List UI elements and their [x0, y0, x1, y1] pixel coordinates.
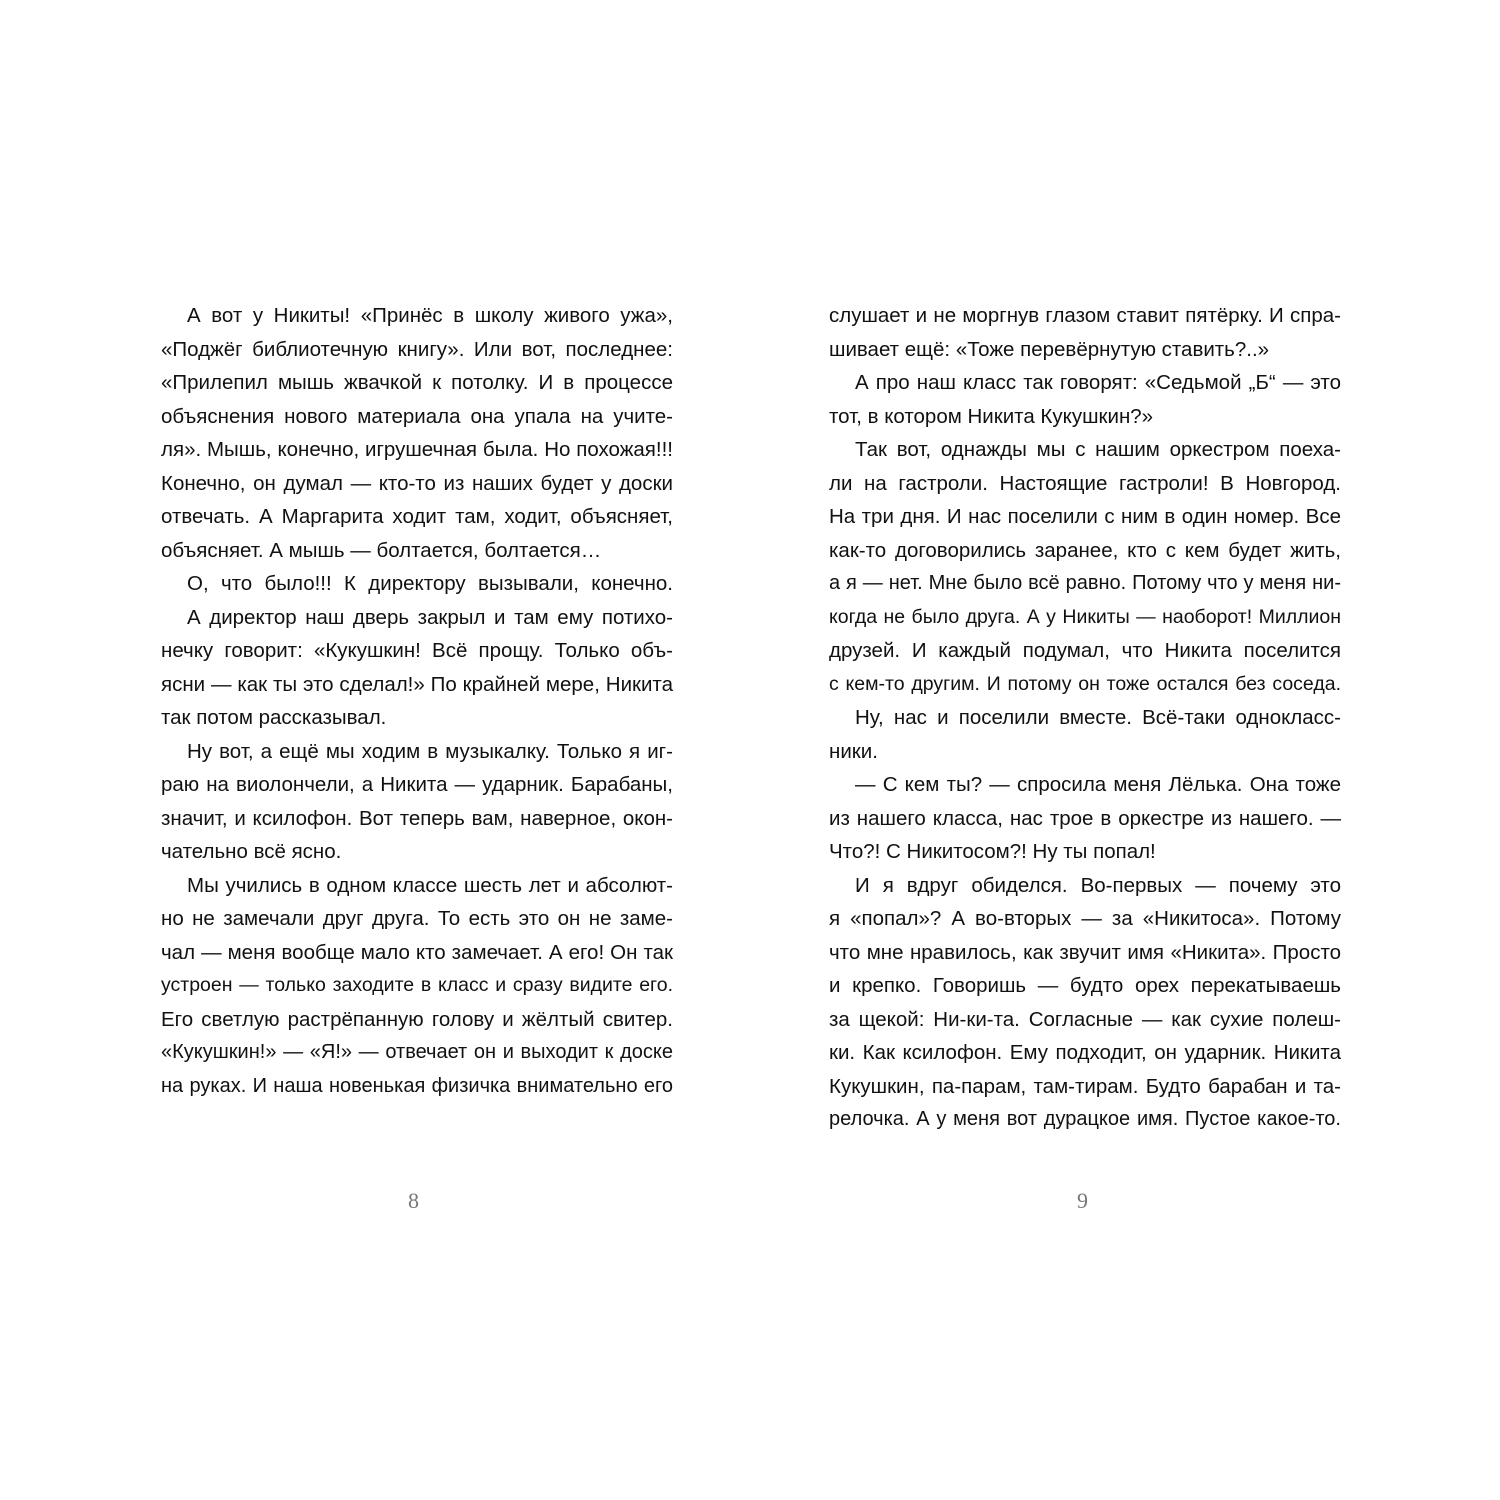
- text-line: На три дня. И нас поселили с ним в один номер. Все: [829, 505, 1341, 528]
- text-line: я «попал»? А во-вторых — за «Никитоса». Потому: [829, 907, 1341, 930]
- text-line: — С кем ты? — спросила меня Лёлька. Она тоже: [855, 773, 1341, 796]
- page-number-right: 9: [1077, 1188, 1088, 1213]
- text-line: раю на виолончели, а Никита — ударник. Барабаны,: [161, 773, 673, 796]
- text-line: Так вот, однажды мы с нашим оркестром поеха-: [855, 438, 1341, 461]
- text-line: так потом рассказывал.: [161, 706, 387, 729]
- text-line: Кукушкин, па-парам, там-тирам. Будто барабан и та-: [829, 1074, 1341, 1098]
- text-line: Что?! С Никитосом?! Ну ты попал!: [829, 840, 1156, 863]
- text-line: релочка. А у меня вот дурацкое имя. Пустое какое-то.: [829, 1108, 1341, 1130]
- text-line: как-то договорились заранее, кто с кем будет жить,: [829, 538, 1341, 562]
- text-line: ники.: [829, 739, 878, 763]
- text-line: «Поджёг библиотечную книгу». Или вот, последнее:: [161, 337, 673, 361]
- text-line: за щекой: Ни-ки-та. Согласные — как сухие полеш-: [829, 1007, 1341, 1031]
- text-line: из нашего класса, нас трое в оркестре из нашего. —: [829, 806, 1341, 830]
- text-line: А вот у Никиты! «Принёс в школу живого ужа»,: [187, 304, 673, 327]
- text-line: чал — меня вообще мало кто замечает. А его! Он так: [161, 940, 673, 964]
- text-line: а я — нет. Мне было всё равно. Потому что у меня ни-: [829, 572, 1341, 594]
- text-line: И я вдруг обиделся. Во-первых — почему это: [855, 873, 1341, 897]
- text-line: объясняет. А мышь — болтается, болтается…: [161, 538, 602, 562]
- text-line: что мне нравилось, как звучит имя «Никита». Просто: [829, 940, 1341, 964]
- text-line: ясни — как ты это сделал!» По крайней мере, Никита: [161, 672, 673, 696]
- text-line: на руках. И наша новенькая физичка внимательно его: [161, 1074, 673, 1097]
- text-line: А директор наш дверь закрыл и там ему потихо-: [187, 605, 673, 629]
- text-line: Конечно, он думал — кто-то из наших будет у доски: [161, 471, 673, 495]
- text-line: значит, и ксилофон. Вот теперь вам, наверное, окон-: [161, 806, 673, 830]
- text-line: и крепко. Говоришь — будто орех перекатываешь: [829, 974, 1341, 997]
- text-line: ки. Как ксилофон. Ему подходит, он ударник. Никита: [829, 1041, 1341, 1064]
- text-line: чательно всё ясно.: [161, 840, 342, 863]
- text-line: слушает и не моргнув глазом ставит пятёрку. И спра-: [829, 304, 1341, 327]
- text-line: Ну вот, а ещё мы ходим в музыкалку. Только я иг-: [187, 739, 673, 763]
- right-page-text: [829, 299, 1341, 1137]
- text-line: отвечать. А Маргарита ходит там, ходит, объясняет,: [161, 505, 673, 528]
- text-line: Ну, нас и поселили вместе. Всё-таки однокласс-: [855, 706, 1341, 729]
- text-line: объяснения нового материала она упала на учите-: [161, 404, 673, 428]
- text-line: Мы учились в одном классе шесть лет и абсолют-: [187, 873, 673, 897]
- text-line: тот, в котором Никита Кукушкин?»: [829, 404, 1154, 428]
- text-line: «Прилепил мышь жвачкой к потолку. И в процессе: [161, 371, 673, 394]
- text-line: «Кукушкин!» — «Я!» — отвечает он и выходит к доске: [161, 1041, 673, 1063]
- text-line: с кем-то другим. И потому он тоже остался без соседа.: [829, 672, 1341, 695]
- text-line: О, что было!!! К директору вызывали, конечно.: [187, 572, 673, 595]
- text-line: шивает ещё: «Тоже перевёрнутую ставить?..»: [829, 337, 1270, 361]
- text-line: А про наш класс так говорят: «Седьмой „Б“ — это: [855, 371, 1341, 394]
- left-page-text: [161, 299, 673, 1103]
- text-line: устроен — только заходите в класс и сразу видите его.: [161, 974, 673, 996]
- text-line: когда не было друга. А у Никиты — наоборот! Миллион: [829, 605, 1341, 628]
- text-line: ли на гастроли. Настоящие гастроли! В Новгород.: [829, 471, 1341, 495]
- text-line: ля». Мышь, конечно, игрушечная была. Но похожая!!!: [161, 438, 673, 461]
- text-line: нечку говорит: «Кукушкин! Всё прощу. Только объ-: [161, 639, 673, 662]
- page-number-left: 8: [408, 1188, 419, 1213]
- text-line: но не замечали друг друга. То есть это он не заме-: [161, 907, 673, 930]
- text-line: друзей. И каждый подумал, что Никита поселится: [829, 639, 1341, 662]
- text-line: Его светлую растрёпанную голову и жёлтый свитер.: [161, 1007, 673, 1031]
